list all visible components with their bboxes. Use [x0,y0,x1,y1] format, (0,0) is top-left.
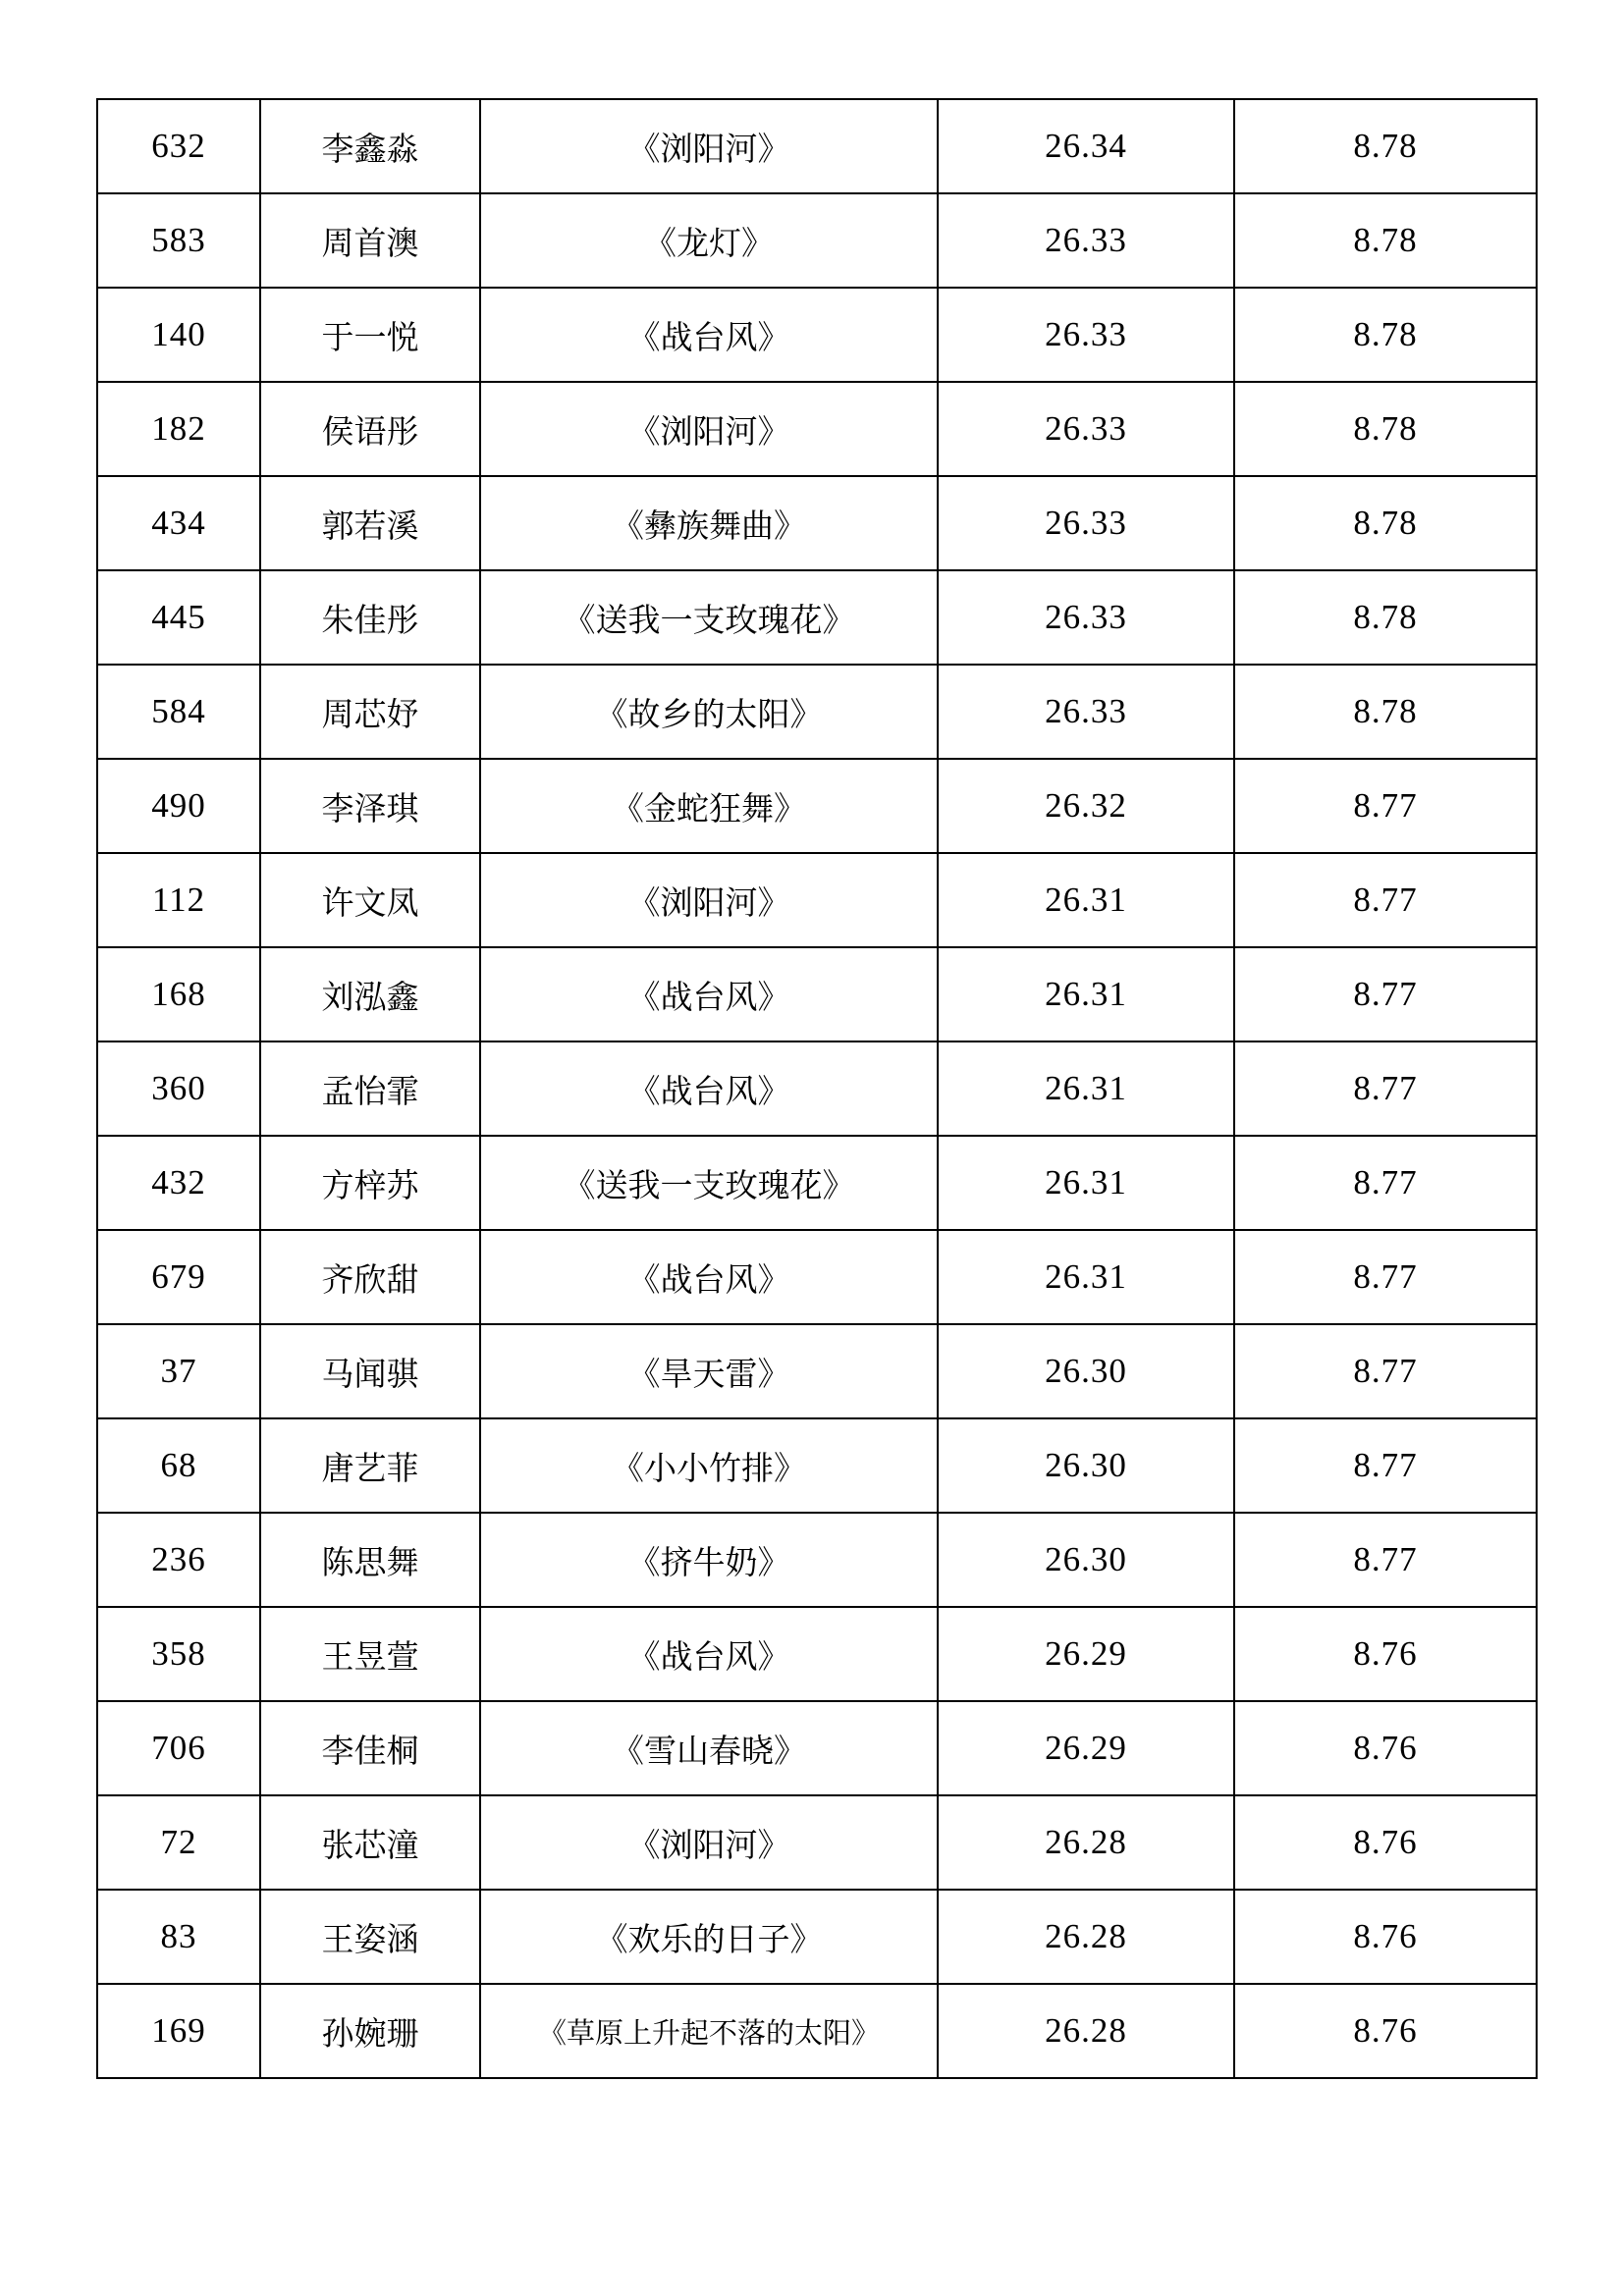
average-score-cell: 8.76 [1234,1795,1537,1890]
entry-number-cell: 584 [97,665,260,759]
score-table [96,98,1538,2079]
performer-name-cell: 王姿涵 [260,1890,480,1984]
entry-number-cell: 679 [97,1230,260,1324]
piece-title-cell: 《浏阳河》 [480,99,938,193]
entry-number-cell: 168 [97,947,260,1041]
average-score-cell: 8.78 [1234,382,1537,476]
piece-title-cell: 《战台风》 [480,1230,938,1324]
piece-title-cell: 《战台风》 [480,1607,938,1701]
piece-title-cell: 《战台风》 [480,1041,938,1136]
table-row [97,476,1537,570]
average-score-cell: 8.77 [1234,947,1537,1041]
performer-name-cell: 孟怡霏 [260,1041,480,1136]
total-score-cell: 26.33 [938,665,1234,759]
entry-number-cell: 360 [97,1041,260,1136]
table-row [97,382,1537,476]
piece-title-cell: 《浏阳河》 [480,382,938,476]
total-score-cell: 26.31 [938,947,1234,1041]
entry-number-cell: 68 [97,1418,260,1513]
average-score-cell: 8.78 [1234,476,1537,570]
average-score-cell: 8.78 [1234,570,1537,665]
piece-title-cell: 《故乡的太阳》 [480,665,938,759]
total-score-cell: 26.30 [938,1418,1234,1513]
total-score-cell: 26.32 [938,759,1234,853]
piece-title-cell: 《送我一支玫瑰花》 [480,570,938,665]
piece-title-cell: 《战台风》 [480,288,938,382]
piece-title-cell: 《旱天雷》 [480,1324,938,1418]
table-row [97,1607,1537,1701]
table-row [97,1230,1537,1324]
average-score-cell: 8.77 [1234,1324,1537,1418]
entry-number-cell: 83 [97,1890,260,1984]
performer-name-cell: 刘泓鑫 [260,947,480,1041]
table-row [97,947,1537,1041]
performer-name-cell: 李佳桐 [260,1701,480,1795]
entry-number-cell: 706 [97,1701,260,1795]
score-table-body [97,99,1537,2078]
entry-number-cell: 72 [97,1795,260,1890]
table-row [97,1701,1537,1795]
entry-number-cell: 434 [97,476,260,570]
average-score-cell: 8.76 [1234,1607,1537,1701]
table-row [97,1136,1537,1230]
total-score-cell: 26.31 [938,1230,1234,1324]
table-row [97,288,1537,382]
performer-name-cell: 陈思舞 [260,1513,480,1607]
piece-title-cell: 《战台风》 [480,947,938,1041]
average-score-cell: 8.77 [1234,1041,1537,1136]
table-row [97,665,1537,759]
piece-title-cell: 《龙灯》 [480,193,938,288]
performer-name-cell: 唐艺菲 [260,1418,480,1513]
total-score-cell: 26.31 [938,853,1234,947]
total-score-cell: 26.29 [938,1607,1234,1701]
average-score-cell: 8.77 [1234,1513,1537,1607]
performer-name-cell: 许文凤 [260,853,480,947]
piece-title-cell: 《送我一支玫瑰花》 [480,1136,938,1230]
entry-number-cell: 182 [97,382,260,476]
average-score-cell: 8.76 [1234,1890,1537,1984]
average-score-cell: 8.78 [1234,193,1537,288]
entry-number-cell: 432 [97,1136,260,1230]
table-row [97,853,1537,947]
average-score-cell: 8.78 [1234,665,1537,759]
average-score-cell: 8.76 [1234,1701,1537,1795]
total-score-cell: 26.30 [938,1513,1234,1607]
average-score-cell: 8.77 [1234,1230,1537,1324]
piece-title-cell: 《浏阳河》 [480,853,938,947]
table-row [97,1890,1537,1984]
piece-title-cell: 《浏阳河》 [480,1795,938,1890]
table-row [97,1984,1537,2078]
average-score-cell: 8.77 [1234,1136,1537,1230]
performer-name-cell: 朱佳彤 [260,570,480,665]
total-score-cell: 26.33 [938,476,1234,570]
total-score-cell: 26.29 [938,1701,1234,1795]
performer-name-cell: 方梓苏 [260,1136,480,1230]
total-score-cell: 26.33 [938,193,1234,288]
table-row [97,1795,1537,1890]
total-score-cell: 26.31 [938,1136,1234,1230]
piece-title-cell: 《欢乐的日子》 [480,1890,938,1984]
piece-title-cell: 《草原上升起不落的太阳》 [480,1984,938,2078]
average-score-cell: 8.77 [1234,853,1537,947]
performer-name-cell: 周首澳 [260,193,480,288]
piece-title-cell: 《彝族舞曲》 [480,476,938,570]
performer-name-cell: 郭若溪 [260,476,480,570]
entry-number-cell: 445 [97,570,260,665]
table-row [97,193,1537,288]
entry-number-cell: 632 [97,99,260,193]
average-score-cell: 8.76 [1234,1984,1537,2078]
total-score-cell: 26.31 [938,1041,1234,1136]
performer-name-cell: 李鑫淼 [260,99,480,193]
performer-name-cell: 张芯潼 [260,1795,480,1890]
performer-name-cell: 王昱萱 [260,1607,480,1701]
performer-name-cell: 孙婉珊 [260,1984,480,2078]
entry-number-cell: 112 [97,853,260,947]
entry-number-cell: 236 [97,1513,260,1607]
total-score-cell: 26.33 [938,382,1234,476]
total-score-cell: 26.28 [938,1890,1234,1984]
total-score-cell: 26.28 [938,1984,1234,2078]
table-row [97,99,1537,193]
performer-name-cell: 周芯妤 [260,665,480,759]
table-row [97,759,1537,853]
table-row [97,570,1537,665]
total-score-cell: 26.30 [938,1324,1234,1418]
performer-name-cell: 马闻骐 [260,1324,480,1418]
table-row [97,1324,1537,1418]
performer-name-cell: 于一悦 [260,288,480,382]
piece-title-cell: 《小小竹排》 [480,1418,938,1513]
average-score-cell: 8.77 [1234,1418,1537,1513]
average-score-cell: 8.78 [1234,99,1537,193]
entry-number-cell: 358 [97,1607,260,1701]
performer-name-cell: 侯语彤 [260,382,480,476]
table-row [97,1418,1537,1513]
performer-name-cell: 齐欣甜 [260,1230,480,1324]
total-score-cell: 26.34 [938,99,1234,193]
piece-title-cell: 《雪山春晓》 [480,1701,938,1795]
total-score-cell: 26.33 [938,570,1234,665]
table-row [97,1041,1537,1136]
piece-title-cell: 《挤牛奶》 [480,1513,938,1607]
entry-number-cell: 37 [97,1324,260,1418]
average-score-cell: 8.78 [1234,288,1537,382]
total-score-cell: 26.28 [938,1795,1234,1890]
average-score-cell: 8.77 [1234,759,1537,853]
entry-number-cell: 140 [97,288,260,382]
piece-title-cell: 《金蛇狂舞》 [480,759,938,853]
entry-number-cell: 169 [97,1984,260,2078]
entry-number-cell: 490 [97,759,260,853]
entry-number-cell: 583 [97,193,260,288]
table-row [97,1513,1537,1607]
performer-name-cell: 李泽琪 [260,759,480,853]
total-score-cell: 26.33 [938,288,1234,382]
